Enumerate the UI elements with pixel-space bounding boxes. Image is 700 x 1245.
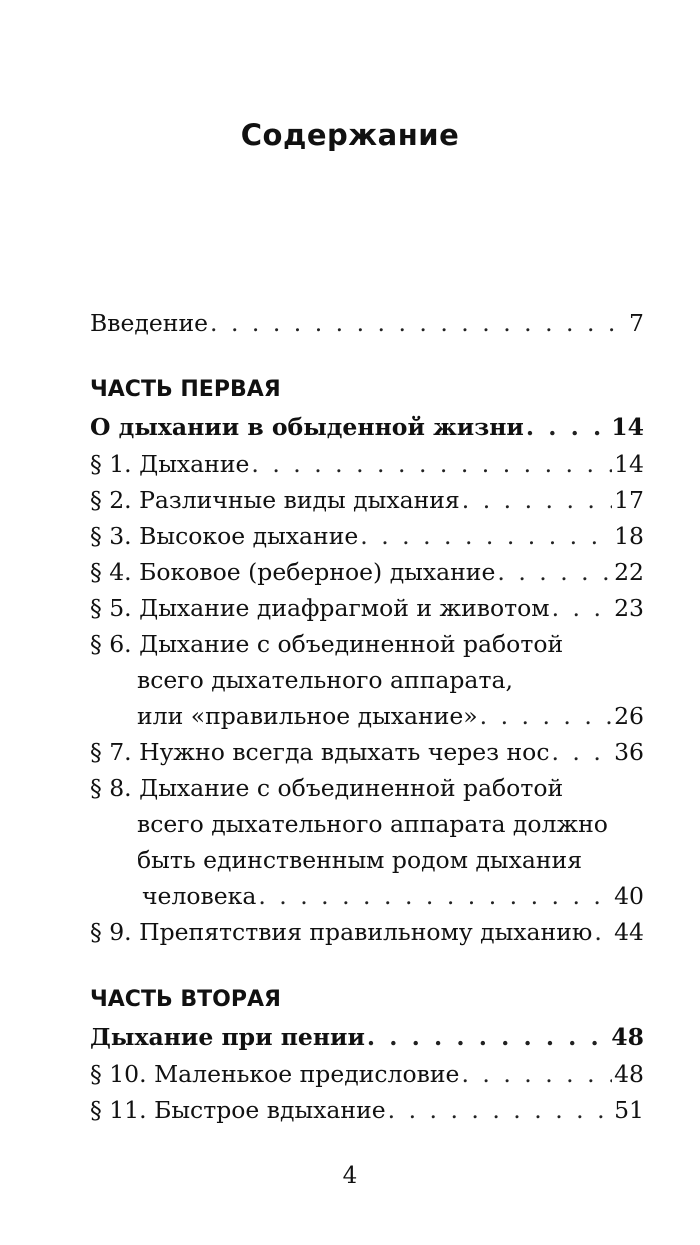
page-number: 4	[342, 1163, 358, 1189]
toc-entry-label: § 2. Различные виды дыхания	[90, 486, 460, 514]
toc-leader-dots	[367, 1019, 609, 1055]
toc-entry-line: быть единственным родом дыхания	[137, 846, 583, 874]
toc-entry-page: 26	[614, 702, 644, 730]
page-title: Содержание	[240, 118, 460, 152]
toc-leader-dots	[462, 482, 612, 518]
toc-entry-intro[interactable]	[90, 305, 644, 341]
toc-leader-dots	[258, 878, 612, 914]
toc-leader-dots	[526, 409, 609, 445]
toc-entry-page: 40	[614, 882, 644, 910]
toc-entry[interactable]	[90, 1056, 644, 1092]
toc-entry-label: § 3. Высокое дыхание	[90, 522, 359, 550]
toc-leader-dots	[461, 1056, 612, 1092]
toc-entry-label: или «правильное дыхание»	[137, 702, 478, 730]
toc-entry-page: 48	[611, 1023, 644, 1051]
toc-entry-page: 44	[614, 918, 644, 946]
toc-leader-dots	[551, 734, 612, 770]
toc-entry-page: 22	[614, 558, 644, 586]
toc-entry[interactable]	[90, 914, 644, 950]
toc-entry[interactable]	[90, 734, 644, 770]
toc-entry-page: 7	[629, 309, 644, 337]
toc-entry-label: § 1. Дыхание	[90, 450, 250, 478]
toc-entry-label: человека	[142, 882, 257, 910]
toc-entry[interactable]	[90, 518, 644, 554]
toc-entry-label: § 4. Боковое (реберное) дыхание	[90, 558, 496, 586]
toc-entry-label: § 5. Дыхание диафрагмой и животом	[90, 594, 550, 622]
toc-entry-page: 23	[614, 594, 644, 622]
toc-entry-page: 48	[614, 1060, 644, 1088]
toc-entry-part1-subtitle[interactable]	[90, 409, 644, 445]
toc-entry-label: § 7. Нужно всегда вдыхать через нос	[90, 738, 550, 766]
toc-entry[interactable]	[90, 446, 644, 482]
toc-entry-label: § 11. Быстрое вдыхание	[90, 1096, 386, 1124]
toc-entry-line: § 6. Дыхание с объединенной работой	[90, 630, 564, 658]
toc-entry-line: всего дыхательного аппарата должно	[137, 810, 608, 838]
toc-entry[interactable]	[90, 482, 644, 518]
toc-entry-page: 14	[614, 450, 644, 478]
part-heading: ЧАСТЬ ПЕРВАЯ	[90, 377, 281, 402]
toc-entry-line: § 8. Дыхание с объединенной работой	[90, 774, 564, 802]
toc-entry-part2-subtitle[interactable]	[90, 1019, 644, 1055]
toc-entry-line: всего дыхательного аппарата,	[137, 666, 513, 694]
toc-leader-dots	[497, 554, 612, 590]
part-heading: ЧАСТЬ ВТОРАЯ	[90, 987, 281, 1012]
toc-leader-dots	[388, 1092, 612, 1128]
toc-entry-page: 51	[614, 1096, 644, 1124]
toc-entry-label: § 10. Маленькое предисловие	[90, 1060, 460, 1088]
toc-leader-dots	[480, 698, 612, 734]
toc-entry-page: 14	[611, 413, 644, 441]
toc-leader-dots	[594, 914, 612, 950]
toc-entry[interactable]	[90, 554, 644, 590]
toc-leader-dots	[210, 305, 627, 341]
toc-entry-page: 17	[614, 486, 644, 514]
toc-entry-label: § 9. Препятствия правильному дыханию	[90, 918, 593, 946]
toc-entry-page: 18	[614, 522, 644, 550]
toc-entry[interactable]	[90, 1092, 644, 1128]
toc-entry-label: Введение	[90, 309, 209, 337]
toc-leader-dots	[360, 518, 612, 554]
toc-entry[interactable]	[137, 698, 644, 734]
toc-entry-page: 36	[614, 738, 644, 766]
toc-entry[interactable]	[90, 590, 644, 626]
toc-leader-dots	[552, 590, 613, 626]
toc-entry[interactable]	[142, 878, 644, 914]
toc-leader-dots	[251, 446, 612, 482]
toc-entry-label: О дыхании в обыденной жизни	[90, 413, 524, 441]
toc-entry-label: Дыхание при пении	[90, 1023, 365, 1051]
